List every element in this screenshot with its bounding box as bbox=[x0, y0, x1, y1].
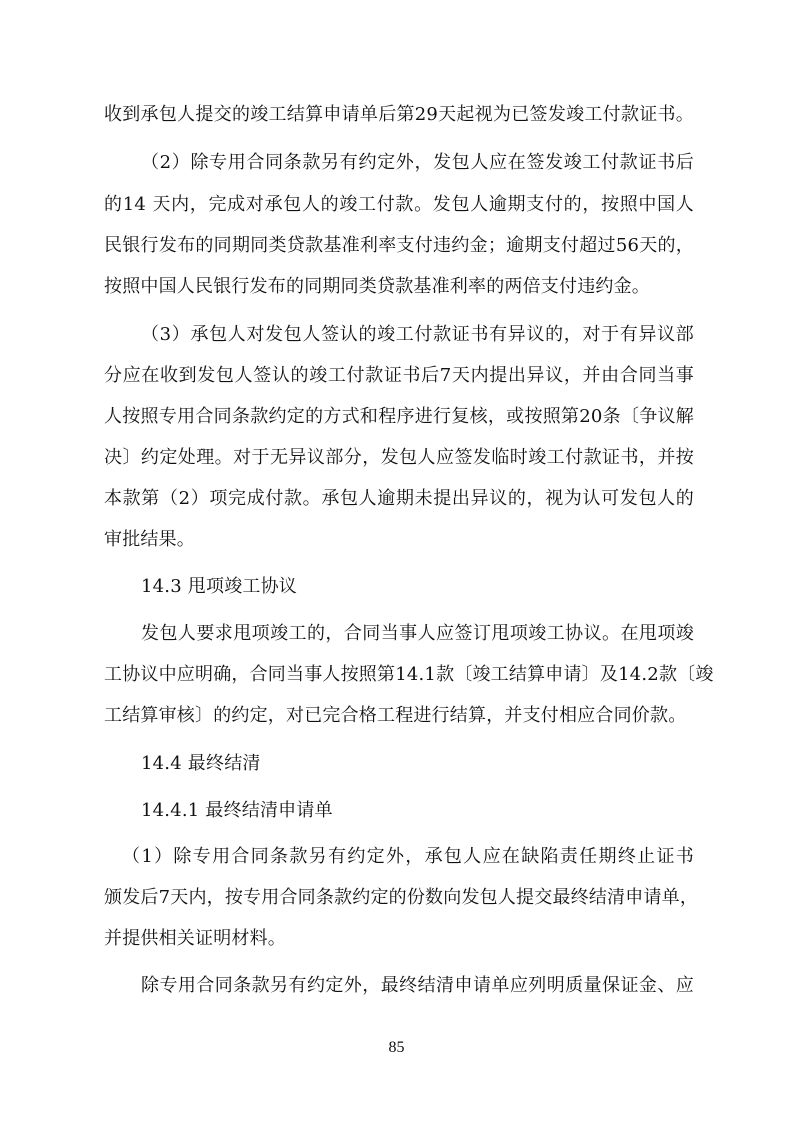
paragraph-line: 审批结果。 bbox=[104, 529, 195, 550]
paragraph-line: （2）除专用合同条款另有约定外，发包人应在签发竣工付款证书后 bbox=[141, 152, 694, 173]
paragraph-line: 按照中国人民银行发布的同期同类贷款基准利率的两倍支付违约金。 bbox=[104, 276, 650, 297]
paragraph-line: （1）除专用合同条款另有约定外，承包人应在缺陷责任期终止证书 bbox=[122, 846, 694, 867]
paragraph-line: 的14 天内，完成对承包人的竣工付款。发包人逾期支付的，按照中国人 bbox=[104, 194, 694, 215]
paragraph-line: 分应在收到发包人签认的竣工付款证书后7天内提出异议，并由合同当事 bbox=[104, 365, 694, 386]
page-number: 85 bbox=[388, 1039, 405, 1056]
paragraph-line: 工结算审核〕的约定，对已完合格工程进行结算，并支付相应合同价款。 bbox=[104, 705, 687, 726]
paragraph-line: 工协议中应明确，合同当事人按照第14.1款〔竣工结算申请〕及14.2款〔竣 bbox=[104, 664, 714, 685]
section-heading: 14.3 甩项竣工协议 bbox=[141, 576, 297, 597]
paragraph-line: 本款第（2）项完成付款。承包人逾期未提出异议的，视为认可发包人的 bbox=[104, 488, 694, 509]
paragraph-line: （3）承包人对发包人签认的竣工付款证书有异议的，对于有异议部 bbox=[141, 324, 694, 345]
section-heading: 14.4 最终结清 bbox=[141, 753, 261, 774]
paragraph-line: 民银行发布的同期同类贷款基准利率支付违约金；逾期支付超过56天的， bbox=[104, 235, 694, 256]
paragraph-line: 除专用合同条款另有约定外，最终结清申请单应列明质量保证金、应 bbox=[141, 975, 694, 996]
paragraph-line: 发包人要求甩项竣工的，合同当事人应签订甩项竣工协议。在甩项竣 bbox=[141, 623, 694, 644]
paragraph-line: 并提供相关证明材料。 bbox=[104, 928, 286, 949]
paragraph-line: 决〕约定处理。对于无异议部分，发包人应签发临时竣工付款证书，并按 bbox=[104, 447, 694, 468]
subsection-heading: 14.4.1 最终结清申请单 bbox=[141, 800, 333, 821]
paragraph-line: 人按照专用合同条款约定的方式和程序进行复核，或按照第20条〔争议解 bbox=[104, 406, 694, 427]
paragraph-line: 收到承包人提交的竣工结算申请单后第29天起视为已签发竣工付款证书。 bbox=[104, 104, 694, 125]
paragraph-line: 颁发后7天内，按专用合同条款约定的份数向发包人提交最终结清申请单， bbox=[104, 887, 699, 908]
